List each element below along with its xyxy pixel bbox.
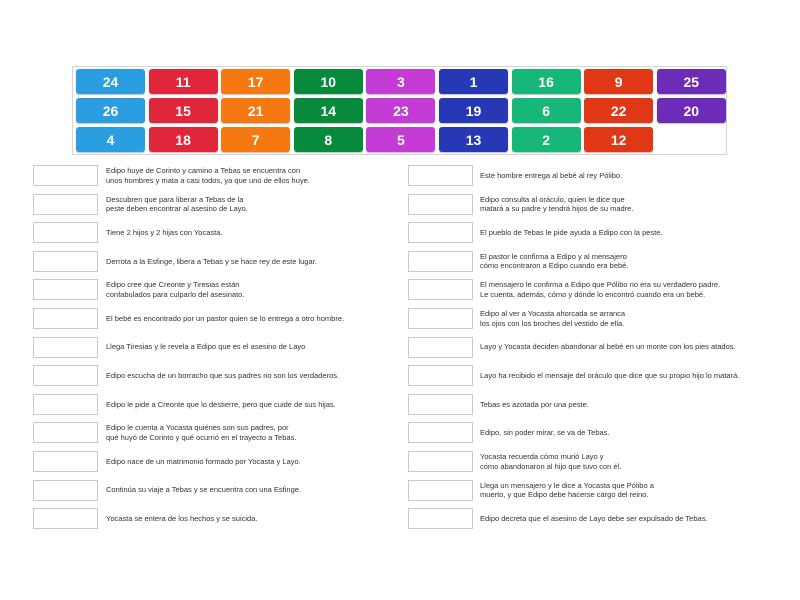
answer-slot[interactable]	[33, 222, 98, 243]
clue-text	[106, 507, 371, 531]
clue-line: cómo abandonaron al hijo que tuvo con él.	[480, 461, 622, 471]
clue-text	[480, 164, 745, 188]
clue-line: Layo ha recibido el mensaje del oráculo que dice que su propio hijo lo matará.	[480, 370, 740, 380]
clue-line: Este hombre entrega al bebé al rey Pólibo.	[480, 170, 623, 180]
answer-tile-1[interactable]: 1	[439, 69, 508, 94]
answer-tile-panel	[72, 66, 727, 155]
clue-line: Edipo escucha de un borracho que sus padres no son los verdaderos.	[106, 370, 340, 380]
clue-line: Llega un mensajero y le dice a Yocasta que Pólibo a	[480, 480, 654, 490]
answer-slot[interactable]	[33, 279, 98, 300]
clue-text	[480, 507, 745, 531]
clue-text	[480, 307, 745, 331]
clue-line: El pastor le confirma a Edipo y al mensajero	[480, 251, 627, 261]
answer-tile-6[interactable]: 6	[512, 98, 581, 123]
answer-slot[interactable]	[33, 422, 98, 443]
clue-text	[480, 192, 745, 216]
answer-slot[interactable]	[408, 251, 473, 272]
clue-line: Descubren que para liberar a Tebas de la	[106, 194, 244, 204]
clue-text	[480, 450, 745, 474]
clue-text	[106, 335, 371, 359]
clue-line: El mensajero le confirma a Edipo que Pólibo no era su verdadero padre.	[480, 280, 721, 290]
clue-text	[106, 278, 371, 302]
clue-line: Tebas es azotada por una peste.	[480, 399, 589, 409]
answer-slot[interactable]	[408, 337, 473, 358]
answer-tile-25[interactable]: 25	[657, 69, 726, 94]
clue-text	[106, 478, 371, 502]
answer-slot[interactable]	[408, 394, 473, 415]
answer-tile-21[interactable]: 21	[221, 98, 290, 123]
clue-line: Edipo nace de un matrimonio formado por Yocasta y Layo.	[106, 456, 301, 466]
clue-text	[106, 192, 371, 216]
answer-slot[interactable]	[408, 365, 473, 386]
clue-text	[106, 249, 371, 273]
answer-tile-3[interactable]: 3	[366, 69, 435, 94]
clue-text	[480, 392, 745, 416]
clue-text	[480, 421, 745, 445]
clue-line: Edipo al ver a Yocasta ahorcada se arranca	[480, 309, 626, 318]
clue-line: Yocasta se entera de los hechos y se suicida.	[106, 513, 258, 523]
answer-slot[interactable]	[33, 308, 98, 329]
clue-line: qué huyó de Corinto y qué ocurrió en el trayecto a Tebas.	[106, 432, 297, 442]
clue-text	[106, 392, 371, 416]
clue-text	[480, 221, 745, 245]
clue-text	[106, 221, 371, 245]
clue-text	[106, 164, 371, 188]
clue-line: confabulados para culparlo del asesinato.	[106, 289, 245, 299]
clue-line: Edipo huye de Corinto y camino a Tebas se encuentra con	[106, 166, 301, 175]
answer-tile-20[interactable]: 20	[657, 98, 726, 123]
answer-slot[interactable]	[408, 480, 473, 501]
clue-text	[480, 478, 745, 502]
clue-line: matará a su padre y tendrá hijos de su madre.	[480, 204, 634, 214]
answer-slot[interactable]	[33, 508, 98, 529]
answer-tile-16[interactable]: 16	[512, 69, 581, 94]
answer-tile-26[interactable]: 26	[76, 98, 145, 123]
answer-slot[interactable]	[33, 451, 98, 472]
clue-line: cómo encontraron a Edipo cuando era bebé.	[480, 261, 629, 271]
clue-line: Yocasta recuerda cómo murió Layo y	[480, 452, 604, 461]
clue-line: Continúa su viaje a Tebas y se encuentra con una Esfinge.	[106, 485, 301, 495]
answer-tile-7[interactable]: 7	[221, 127, 290, 152]
clue-line: unos hombres y mata a casi todos, ya que uno de ellos huye.	[106, 175, 310, 185]
clue-line: Edipo, sin poder mirar, se va de Tebas.	[480, 428, 610, 438]
answer-slot[interactable]	[408, 165, 473, 186]
clue-line: Edipo le cuenta a Yocasta quiénes son sus padres, por	[106, 423, 289, 433]
answer-slot[interactable]	[33, 194, 98, 215]
clue-line: Edipo cree que Creonte y Tiresias están	[106, 280, 240, 290]
clue-line: Tiene 2 hijos y 2 hijas con Yocasta.	[106, 227, 223, 237]
answer-slot[interactable]	[408, 279, 473, 300]
answer-slot[interactable]	[33, 337, 98, 358]
clue-line: Layo y Yocasta deciden abandonar al bebé en un monte con los pies atados.	[480, 342, 736, 352]
clue-line: Edipo consulta al oráculo, quien le dice que	[480, 194, 625, 204]
clue-line: muerto, y que Edipo debe hacerse cargo del reino.	[480, 490, 649, 500]
clue-text	[106, 364, 371, 388]
answer-tile-18[interactable]: 18	[149, 127, 218, 152]
clue-line: Derrota a la Esfinge, libera a Tebas y se hace rey de este lugar.	[106, 256, 317, 266]
answer-tile-17[interactable]: 17	[221, 69, 290, 94]
answer-slot[interactable]	[33, 365, 98, 386]
answer-slot[interactable]	[33, 165, 98, 186]
clue-line: El pueblo de Tebas le pide ayuda a Edipo con la peste.	[480, 227, 663, 237]
answer-tile-13[interactable]: 13	[439, 127, 508, 152]
clue-line: Llega Tiresias y le revela a Edipo que es el asesino de Layo	[106, 342, 306, 352]
answer-tile-4[interactable]: 4	[76, 127, 145, 152]
clue-line: Edipo decreta que el asesino de Layo debe ser expulsado de Tebas.	[480, 513, 708, 523]
clue-line: los ojos con los broches del vestido de ella.	[480, 318, 625, 328]
answer-slot[interactable]	[33, 251, 98, 272]
answer-tile-23[interactable]: 23	[366, 98, 435, 123]
answer-slot[interactable]	[408, 451, 473, 472]
clue-line: Le cuenta, además, cómo y dónde lo encontró cuando era un bebé.	[480, 289, 706, 299]
answer-tile-8[interactable]: 8	[294, 127, 363, 152]
clue-text	[480, 364, 745, 388]
clue-text	[480, 335, 745, 359]
clue-line: peste deben encontrar al asesino de Layo.	[106, 204, 248, 214]
clue-text	[106, 307, 371, 331]
answer-slot[interactable]	[408, 508, 473, 529]
answer-slot[interactable]	[408, 222, 473, 243]
answer-tile-19[interactable]: 19	[439, 98, 508, 123]
answer-tile-11[interactable]: 11	[149, 69, 218, 94]
answer-slot[interactable]	[33, 480, 98, 501]
answer-tile-12[interactable]: 12	[584, 127, 653, 152]
answer-slot[interactable]	[408, 194, 473, 215]
clue-text	[106, 421, 371, 445]
clue-text	[480, 249, 745, 273]
answer-tile-15[interactable]: 15	[149, 98, 218, 123]
clue-line: El bebé es encontrado por un pastor quien se lo entrega a otro hombre.	[106, 313, 345, 323]
answer-tile-9[interactable]: 9	[584, 69, 653, 94]
answer-tile-22[interactable]: 22	[584, 98, 653, 123]
answer-tile-14[interactable]: 14	[294, 98, 363, 123]
answer-tile-10[interactable]: 10	[294, 69, 363, 94]
answer-tile-2[interactable]: 2	[512, 127, 581, 152]
clue-text	[480, 278, 745, 302]
answer-tile-24[interactable]: 24	[76, 69, 145, 94]
answer-slot[interactable]	[33, 394, 98, 415]
answer-tile-5[interactable]: 5	[366, 127, 435, 152]
answer-slot[interactable]	[408, 422, 473, 443]
clue-text	[106, 450, 371, 474]
clue-line: Edipo le pide a Creonte que lo destierre, pero que cuide de sus hijas.	[106, 399, 336, 409]
answer-slot[interactable]	[408, 308, 473, 329]
